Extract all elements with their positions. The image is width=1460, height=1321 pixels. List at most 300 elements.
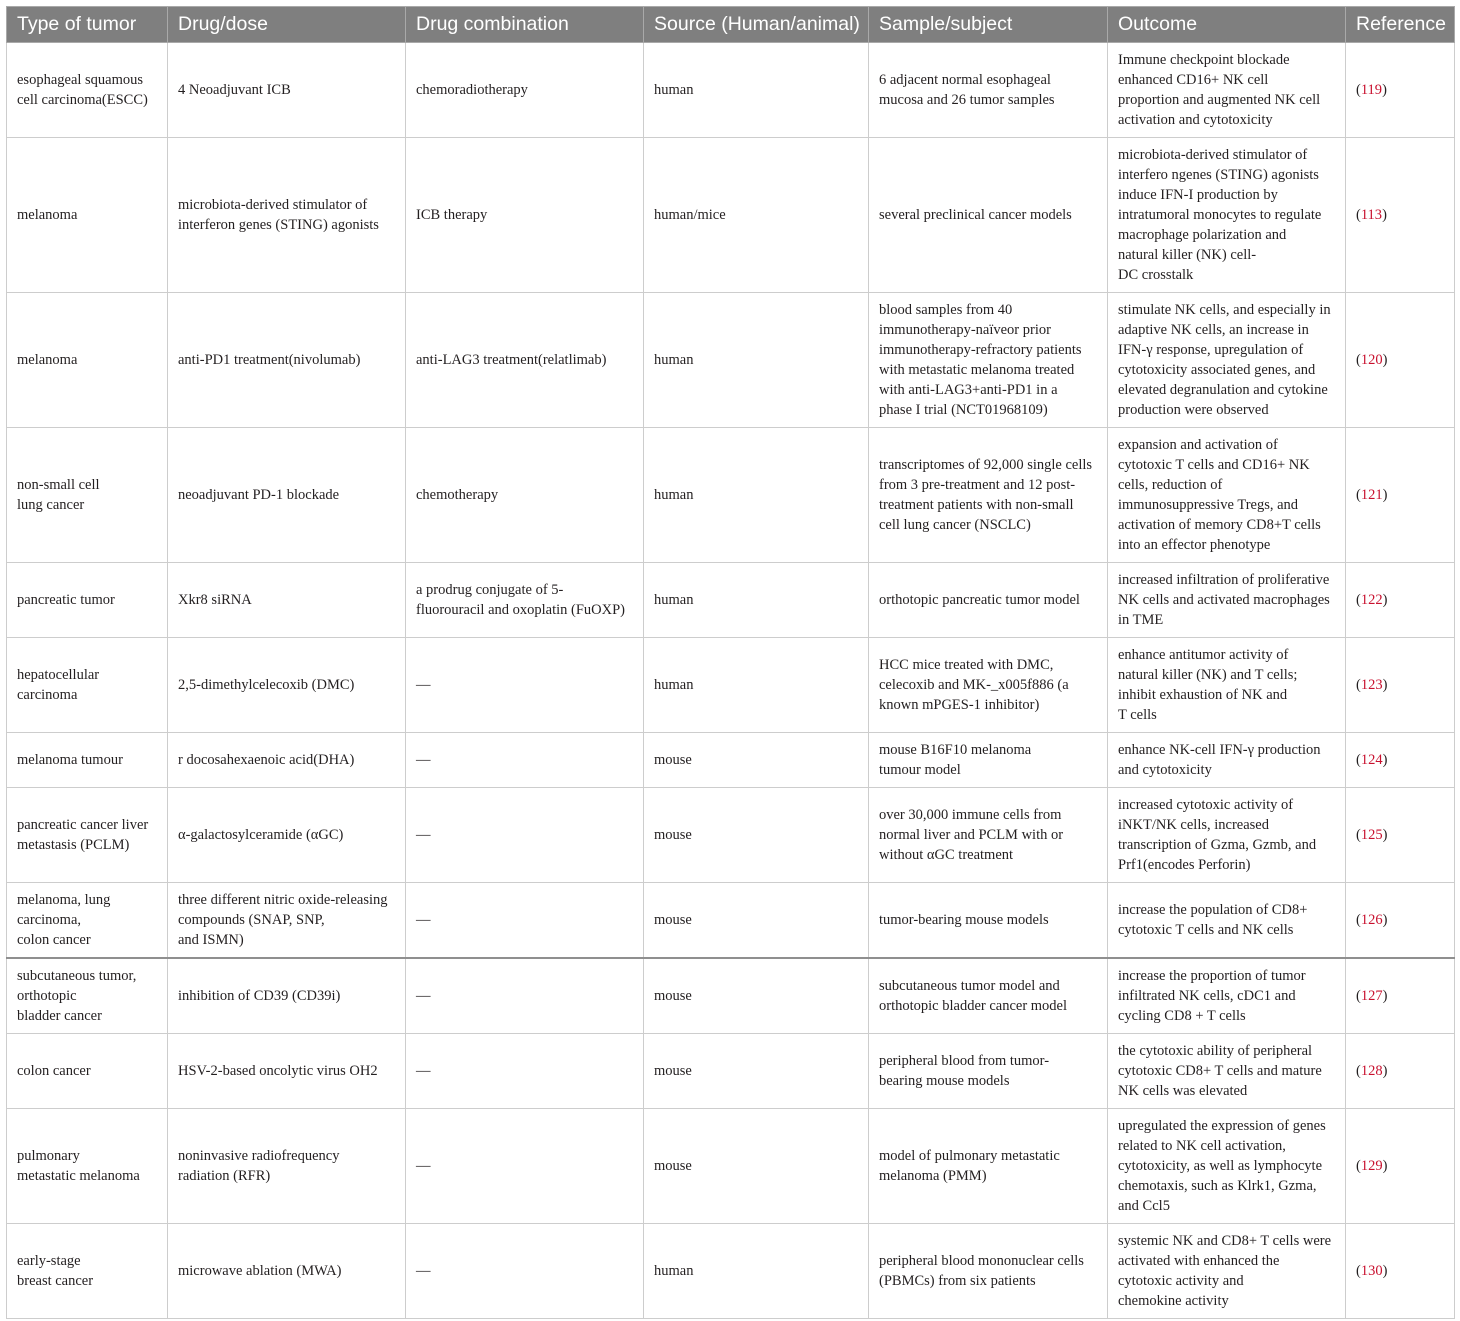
outcome-text: stimulate NK cells, and especially in (1118, 302, 1331, 318)
outcome-text: activation of memory CD8+T cells (1118, 517, 1321, 533)
reference-citation[interactable] (1356, 487, 1387, 503)
cell-source (644, 883, 869, 959)
cell-source (644, 1109, 869, 1224)
cell-tumor-type (7, 563, 168, 638)
reference-citation[interactable] (1356, 352, 1387, 368)
cell-reference (1346, 1224, 1455, 1319)
sample-subject-text: subcutaneous tumor model and (879, 978, 1060, 994)
outcome-text: into an effector phenotype (1118, 537, 1271, 553)
table-row (7, 788, 1455, 883)
drug-dose-text: anti-PD1 treatment(nivolumab) (178, 352, 361, 368)
reference-number-link[interactable]: 129 (1360, 1158, 1383, 1174)
outcome-text: enhanced CD16+ NK cell (1118, 72, 1269, 88)
reference-close-bracket: ) (1382, 1263, 1388, 1279)
column-header-type-of-tumor: Type of tumor (7, 7, 168, 43)
drug-dose-text: noninvasive radiofrequency (178, 1148, 340, 1164)
sample-subject-text: without αGC treatment (879, 847, 1014, 863)
drug-dose-text: r docosahexaenoic acid(DHA) (178, 752, 355, 768)
tumor-type-text: bladder cancer (17, 1008, 102, 1024)
table-row (7, 1224, 1455, 1319)
drug-dose-text: microwave ablation (MWA) (178, 1263, 342, 1279)
cell-source (644, 293, 869, 428)
cell-reference (1346, 138, 1455, 293)
sample-subject-text: melanoma (PMM) (879, 1168, 987, 1184)
drug-combination-text: chemotherapy (416, 487, 499, 503)
sample-subject-text: peripheral blood from tumor- (879, 1053, 1050, 1069)
reference-open-bracket: ( (1356, 827, 1361, 843)
cell-drug-combination (406, 638, 644, 733)
cell-drug-combination (406, 788, 644, 883)
table-row (7, 958, 1455, 1034)
sample-subject-text: known mPGES-1 inhibitor) (879, 697, 1040, 713)
reference-number-link[interactable]: 124 (1360, 752, 1383, 768)
reference-open-bracket: ( (1356, 592, 1361, 608)
table-row (7, 883, 1455, 959)
cell-reference (1346, 293, 1455, 428)
sample-subject-text: mouse B16F10 melanoma (879, 742, 1032, 758)
tumor-type-text: lung cancer (17, 497, 85, 513)
cell-tumor-type (7, 1224, 168, 1319)
cell-source (644, 788, 869, 883)
cell-drug-combination (406, 958, 644, 1034)
outcome-text: increased infiltration of proliferative (1118, 572, 1330, 588)
cell-source (644, 1034, 869, 1109)
cell-outcome (1108, 958, 1346, 1034)
outcome-text: cells, reduction of (1118, 477, 1223, 493)
cell-drug-combination (406, 43, 644, 138)
cell-sample-subject (869, 638, 1108, 733)
cell-source (644, 958, 869, 1034)
outcome-text: infiltrated NK cells, cDC1 and (1118, 988, 1296, 1004)
tumor-type-text: breast cancer (17, 1273, 94, 1289)
cell-drug-dose (168, 1224, 406, 1319)
cell-outcome (1108, 1034, 1346, 1109)
outcome-text: interfero ngenes (STING) agonists (1118, 167, 1319, 183)
cell-source (644, 733, 869, 788)
drug-combination-text: — (416, 912, 431, 928)
outcome-text: upregulated the expression of genes (1118, 1118, 1326, 1134)
cell-drug-combination (406, 293, 644, 428)
cell-outcome (1108, 138, 1346, 293)
outcome-text: elevated degranulation and cytokine (1118, 382, 1328, 398)
cell-drug-dose (168, 563, 406, 638)
source-text: mouse (654, 752, 692, 768)
cell-sample-subject (869, 1109, 1108, 1224)
source-text: human (654, 487, 694, 503)
cell-reference (1346, 1034, 1455, 1109)
outcome-text: in TME (1118, 612, 1164, 628)
reference-citation[interactable] (1356, 207, 1387, 223)
tumor-type-text: pancreatic cancer liver (17, 817, 149, 833)
drug-dose-text: Xkr8 siRNA (178, 592, 252, 608)
reference-citation[interactable] (1356, 912, 1387, 928)
reference-number-link[interactable]: 123 (1360, 677, 1383, 693)
outcome-text: increase the proportion of tumor (1118, 968, 1306, 984)
cell-sample-subject (869, 293, 1108, 428)
outcome-text: microbiota-derived stimulator of (1118, 147, 1308, 163)
outcome-text: production were observed (1118, 402, 1269, 418)
sample-subject-text: orthotopic pancreatic tumor model (879, 592, 1080, 608)
sample-subject-text: HCC mice treated with DMC, (879, 657, 1054, 673)
cell-reference (1346, 43, 1455, 138)
cell-sample-subject (869, 428, 1108, 563)
outcome-text: cytotoxicity, as well as lymphocyte (1118, 1158, 1323, 1174)
outcome-text: Prf1(encodes Perforin) (1118, 857, 1251, 873)
reference-close-bracket: ) (1382, 827, 1388, 843)
reference-open-bracket: ( (1356, 487, 1361, 503)
cell-drug-combination (406, 428, 644, 563)
reference-citation[interactable] (1356, 677, 1387, 693)
cell-outcome (1108, 428, 1346, 563)
reference-citation[interactable] (1356, 82, 1387, 98)
drug-dose-text: and ISMN) (178, 932, 244, 948)
tumor-type-text: metastatic melanoma (17, 1168, 140, 1184)
cell-drug-combination (406, 1224, 644, 1319)
reference-open-bracket: ( (1356, 752, 1361, 768)
reference-citation[interactable] (1356, 827, 1387, 843)
tumor-type-text: colon cancer (17, 932, 91, 948)
drug-dose-text: compounds (SNAP, SNP, (178, 912, 325, 928)
cell-tumor-type (7, 138, 168, 293)
source-text: human (654, 592, 694, 608)
cell-outcome (1108, 638, 1346, 733)
cell-sample-subject (869, 883, 1108, 959)
cell-tumor-type (7, 733, 168, 788)
sample-subject-text: immunotherapy-refractory patients (879, 342, 1082, 358)
outcome-text: chemotaxis, such as Klrk1, Gzma, (1118, 1178, 1317, 1194)
drug-combination-text: — (416, 988, 431, 1004)
cell-drug-dose (168, 883, 406, 959)
cell-drug-dose (168, 958, 406, 1034)
outcome-text: increase the population of CD8+ (1118, 902, 1308, 918)
table-row (7, 1034, 1455, 1109)
cell-source (644, 638, 869, 733)
sample-subject-text: with metastatic melanoma treated (879, 362, 1075, 378)
cell-sample-subject (869, 788, 1108, 883)
outcome-text: cytotoxic T cells and CD16+ NK (1118, 457, 1310, 473)
drug-dose-text: 4 Neoadjuvant ICB (178, 82, 291, 98)
outcome-text: natural killer (NK) cell- (1118, 247, 1257, 263)
cell-source (644, 43, 869, 138)
reference-citation[interactable] (1356, 1158, 1387, 1174)
tumor-type-text: carcinoma, (17, 912, 82, 928)
tumor-type-text: carcinoma (17, 687, 78, 703)
table-row (7, 733, 1455, 788)
reference-number-link[interactable]: 121 (1360, 487, 1383, 503)
cell-drug-dose (168, 293, 406, 428)
cell-source (644, 138, 869, 293)
tumor-type-text: pulmonary (17, 1148, 80, 1164)
reference-citation[interactable] (1356, 1263, 1387, 1279)
cell-tumor-type (7, 1034, 168, 1109)
cell-sample-subject (869, 563, 1108, 638)
reference-open-bracket: ( (1356, 912, 1361, 928)
tumor-type-text: pancreatic tumor (17, 592, 115, 608)
column-header-drug-dose: Drug/dose (168, 7, 406, 43)
tumor-type-text: non-small cell (17, 477, 100, 493)
cell-tumor-type (7, 788, 168, 883)
outcome-text: adaptive NK cells, an increase in (1118, 322, 1309, 338)
outcome-text: activated with enhanced the (1118, 1253, 1280, 1269)
outcome-text: cycling CD8 + T cells (1118, 1008, 1246, 1024)
data-table (6, 6, 1455, 1319)
reference-close-bracket: ) (1382, 677, 1388, 693)
sample-subject-text: tumour model (879, 762, 961, 778)
cell-drug-combination (406, 883, 644, 959)
drug-dose-text: radiation (RFR) (178, 1168, 271, 1184)
reference-open-bracket: ( (1356, 1263, 1361, 1279)
sample-subject-text: blood samples from 40 (879, 302, 1013, 318)
source-text: human/mice (654, 207, 726, 223)
cell-reference (1346, 638, 1455, 733)
cell-drug-combination (406, 1034, 644, 1109)
sample-subject-text: several preclinical cancer models (879, 207, 1072, 223)
source-text: mouse (654, 1063, 692, 1079)
outcome-text: increased cytotoxic activity of (1118, 797, 1294, 813)
header-row (7, 7, 1455, 43)
reference-citation[interactable] (1356, 592, 1387, 608)
tumor-type-text: orthotopic (17, 988, 77, 1004)
tumor-type-text: melanoma (17, 352, 78, 368)
reference-close-bracket: ) (1382, 352, 1388, 368)
cell-outcome (1108, 733, 1346, 788)
drug-dose-text: α-galactosylceramide (αGC) (178, 827, 344, 843)
cell-tumor-type (7, 428, 168, 563)
cell-drug-dose (168, 1109, 406, 1224)
outcome-text: iNKT/NK cells, increased (1118, 817, 1269, 833)
cell-reference (1346, 563, 1455, 638)
sample-subject-text: mucosa and 26 tumor samples (879, 92, 1055, 108)
outcome-text: DC crosstalk (1118, 267, 1194, 283)
sample-subject-text: celecoxib and MK-_x005f886 (a (879, 677, 1069, 693)
sample-subject-text: bearing mouse models (879, 1073, 1010, 1089)
cell-sample-subject (869, 1034, 1108, 1109)
cell-drug-combination (406, 1109, 644, 1224)
cell-outcome (1108, 788, 1346, 883)
sample-subject-text: phase I trial (NCT01968109) (879, 402, 1048, 418)
cell-tumor-type (7, 958, 168, 1034)
outcome-text: activation and cytotoxicity (1118, 112, 1273, 128)
outcome-text: enhance NK-cell IFN-γ production (1118, 742, 1321, 758)
drug-dose-text: neoadjuvant PD-1 blockade (178, 487, 340, 503)
cell-drug-dose (168, 138, 406, 293)
cell-drug-combination (406, 138, 644, 293)
sample-subject-text: tumor-bearing mouse models (879, 912, 1049, 928)
tumor-type-text: cell carcinoma(ESCC) (17, 92, 148, 108)
reference-citation[interactable] (1356, 1063, 1387, 1079)
reference-number-link[interactable]: 122 (1360, 592, 1383, 608)
drug-combination-text: chemoradiotherapy (416, 82, 528, 98)
cell-outcome (1108, 563, 1346, 638)
reference-close-bracket: ) (1382, 988, 1388, 1004)
cell-sample-subject (869, 138, 1108, 293)
cell-source (644, 1224, 869, 1319)
reference-number-link[interactable]: 119 (1360, 82, 1383, 98)
outcome-text: Immune checkpoint blockade (1118, 52, 1290, 68)
cell-drug-combination (406, 733, 644, 788)
table-row (7, 138, 1455, 293)
table-row (7, 638, 1455, 733)
reference-number-link[interactable]: 125 (1360, 827, 1383, 843)
cell-reference (1346, 733, 1455, 788)
tumor-type-text: early-stage (17, 1253, 81, 1269)
cell-source (644, 428, 869, 563)
sample-subject-text: orthotopic bladder cancer model (879, 998, 1068, 1014)
tumor-type-text: colon cancer (17, 1063, 91, 1079)
reference-open-bracket: ( (1356, 352, 1361, 368)
reference-close-bracket: ) (1382, 1063, 1388, 1079)
table-row (7, 1109, 1455, 1224)
reference-number-link[interactable]: 128 (1360, 1063, 1383, 1079)
cell-drug-combination (406, 563, 644, 638)
reference-open-bracket: ( (1356, 677, 1361, 693)
cell-sample-subject (869, 43, 1108, 138)
tumor-type-text: subcutaneous tumor, (17, 968, 137, 984)
drug-combination-text: — (416, 827, 431, 843)
cell-sample-subject (869, 958, 1108, 1034)
cell-drug-dose (168, 788, 406, 883)
outcome-text: enhance antitumor activity of (1118, 647, 1289, 663)
sample-subject-text: model of pulmonary metastatic (879, 1148, 1060, 1164)
drug-dose-text: inhibition of CD39 (CD39i) (178, 988, 341, 1004)
outcome-text: and Ccl5 (1118, 1198, 1170, 1214)
sample-subject-text: peripheral blood mononuclear cells (879, 1253, 1084, 1269)
reference-close-bracket: ) (1382, 82, 1387, 98)
source-text: human (654, 1263, 694, 1279)
outcome-text: NK cells and activated macrophages (1118, 592, 1330, 608)
cell-source (644, 563, 869, 638)
drug-combination-text: — (416, 1063, 431, 1079)
drug-combination-text: — (416, 1158, 431, 1174)
cell-outcome (1108, 43, 1346, 138)
reference-close-bracket: ) (1382, 592, 1388, 608)
table-body (7, 43, 1455, 1319)
outcome-text: the cytotoxic ability of peripheral (1118, 1043, 1313, 1059)
cell-reference (1346, 1109, 1455, 1224)
cell-reference (1346, 958, 1455, 1034)
outcome-text: cytotoxic T cells and NK cells (1118, 922, 1294, 938)
reference-citation[interactable] (1356, 988, 1387, 1004)
reference-open-bracket: ( (1356, 1158, 1361, 1174)
column-header-reference: Reference (1346, 7, 1455, 43)
tumor-type-text: melanoma, lung (17, 892, 111, 908)
cell-drug-dose (168, 733, 406, 788)
cell-tumor-type (7, 43, 168, 138)
reference-close-bracket: ) (1382, 752, 1388, 768)
reference-number-link[interactable]: 120 (1360, 352, 1383, 368)
sample-subject-text: normal liver and PCLM with or (879, 827, 1064, 843)
outcome-text: and cytotoxicity (1118, 762, 1212, 778)
outcome-text: natural killer (NK) and T cells; (1118, 667, 1298, 683)
source-text: mouse (654, 988, 692, 1004)
cell-drug-dose (168, 43, 406, 138)
drug-dose-text: microbiota-derived stimulator of (178, 197, 368, 213)
reference-close-bracket: ) (1382, 1158, 1388, 1174)
outcome-text: induce IFN-I production by (1118, 187, 1278, 203)
drug-combination-text: — (416, 677, 431, 693)
reference-number-link[interactable]: 130 (1360, 1263, 1383, 1279)
cell-tumor-type (7, 638, 168, 733)
tumor-type-text: esophageal squamous (17, 72, 144, 88)
cell-outcome (1108, 1109, 1346, 1224)
cell-drug-dose (168, 638, 406, 733)
sample-subject-text: treatment patients with non-small (879, 497, 1074, 513)
reference-open-bracket: ( (1356, 988, 1361, 1004)
reference-citation[interactable] (1356, 752, 1387, 768)
reference-open-bracket: ( (1356, 82, 1361, 98)
reference-open-bracket: ( (1356, 1063, 1361, 1079)
sample-subject-text: immunotherapy-naïveor prior (879, 322, 1051, 338)
drug-combination-text: a prodrug conjugate of 5- (416, 582, 564, 598)
source-text: human (654, 352, 694, 368)
source-text: mouse (654, 912, 692, 928)
drug-dose-text: HSV-2-based oncolytic virus OH2 (178, 1063, 378, 1079)
outcome-text: chemokine activity (1118, 1293, 1229, 1309)
cell-tumor-type (7, 883, 168, 959)
sample-subject-text: (PBMCs) from six patients (879, 1273, 1036, 1289)
outcome-text: T cells (1118, 707, 1157, 723)
outcome-text: cytotoxic CD8+ T cells and mature (1118, 1063, 1322, 1079)
outcome-text: cytotoxic activity and (1118, 1273, 1244, 1289)
sample-subject-text: 6 adjacent normal esophageal (879, 72, 1051, 88)
cell-sample-subject (869, 1224, 1108, 1319)
table-row (7, 293, 1455, 428)
outcome-text: related to NK cell activation, (1118, 1138, 1286, 1154)
outcome-text: immunosuppressive Tregs, and (1118, 497, 1299, 513)
cell-outcome (1108, 293, 1346, 428)
drug-combination-text: — (416, 1263, 431, 1279)
cell-reference (1346, 883, 1455, 959)
cell-sample-subject (869, 733, 1108, 788)
outcome-text: NK cells was elevated (1118, 1083, 1248, 1099)
column-header-outcome: Outcome (1108, 7, 1346, 43)
table-row (7, 43, 1455, 138)
table-header (7, 7, 1455, 43)
drug-combination-text: fluorouracil and oxoplatin (FuOXP) (416, 602, 626, 618)
sample-subject-text: with anti-LAG3+anti-PD1 in a (879, 382, 1058, 398)
column-header-drug-combination: Drug combination (406, 7, 644, 43)
cell-outcome (1108, 1224, 1346, 1319)
cell-outcome (1108, 883, 1346, 959)
drug-dose-text: 2,5-dimethylcelecoxib (DMC) (178, 677, 355, 693)
outcome-text: IFN-γ response, upregulation of (1118, 342, 1304, 358)
reference-close-bracket: ) (1382, 487, 1388, 503)
source-text: mouse (654, 827, 692, 843)
reference-close-bracket: ) (1382, 207, 1387, 223)
outcome-text: expansion and activation of (1118, 437, 1278, 453)
tumor-type-text: hepatocellular (17, 667, 100, 683)
outcome-text: macrophage polarization and (1118, 227, 1287, 243)
source-text: human (654, 677, 694, 693)
tumor-type-text: melanoma tumour (17, 752, 123, 768)
reference-number-link[interactable]: 113 (1360, 207, 1383, 223)
drug-dose-text: interferon genes (STING) agonists (178, 217, 379, 233)
sample-subject-text: transcriptomes of 92,000 single cells (879, 457, 1093, 473)
outcome-text: transcription of Gzma, Gzmb, and (1118, 837, 1317, 853)
column-header-sample-subject: Sample/subject (869, 7, 1108, 43)
source-text: mouse (654, 1158, 692, 1174)
sample-subject-text: over 30,000 immune cells from (879, 807, 1062, 823)
cell-drug-dose (168, 1034, 406, 1109)
reference-number-link[interactable]: 126 (1360, 912, 1383, 928)
source-text: human (654, 82, 694, 98)
cell-reference (1346, 428, 1455, 563)
outcome-text: inhibit exhaustion of NK and (1118, 687, 1288, 703)
column-header-source: Source (Human/animal) (644, 7, 869, 43)
reference-number-link[interactable]: 127 (1360, 988, 1383, 1004)
drug-combination-text: anti-LAG3 treatment(relatlimab) (416, 352, 607, 368)
reference-close-bracket: ) (1382, 912, 1388, 928)
